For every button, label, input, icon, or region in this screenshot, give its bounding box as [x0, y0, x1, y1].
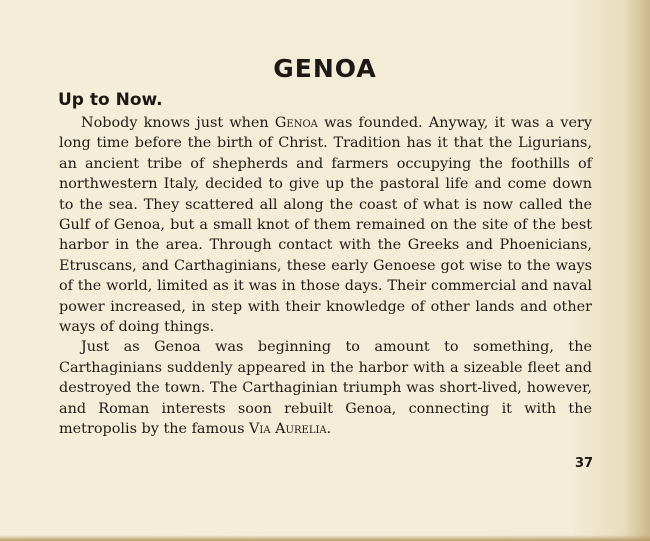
section-heading: Up to Now. — [58, 90, 163, 110]
page-title: GENOA — [273, 54, 377, 83]
genoa-small-caps: Genoa — [274, 115, 318, 131]
page-number: 37 — [575, 456, 594, 471]
paragraph-2 — [59, 337, 592, 439]
paragraph-2-text-a: Just as Genoa was beginning to amount to something, the Carthaginians suddenly appeared in the harbor with a sizeable fleet and destroyed the town. The Carthaginian triumph was short-lived, however, and Roman interests soon rebuilt Genoa, connecting it with the metropolis by the famous — [59, 339, 592, 438]
paragraph-1-text-b: was founded. Anyway, it was a very long time before the birth of Christ. Tradition has it that the Ligurians, an ancient tribe of shepherds and farmers occupying the foothills of northwestern Italy, decided to give up the pastoral life and come down to the sea. They scattered all along the coast of what is now called the Gulf of Genoa, but a small knot of them remained on the site of the best harbor in the area. Through contact with the Greeks and Phoenicians, Etruscans, and Carthaginians, these early Genoese got wise to the ways of the world, limited as it was in those days. Their commercial and naval power increased, in step with their knowledge of other lands and other ways of doing things. — [59, 115, 592, 336]
paragraph-1 — [59, 113, 592, 337]
paragraph-2-text-b: . — [326, 421, 332, 438]
via-aurelia-small-caps: Via Aurelia — [249, 421, 327, 438]
body-text — [59, 113, 592, 440]
paragraph-1-text-a: Nobody knows just when — [81, 115, 275, 131]
